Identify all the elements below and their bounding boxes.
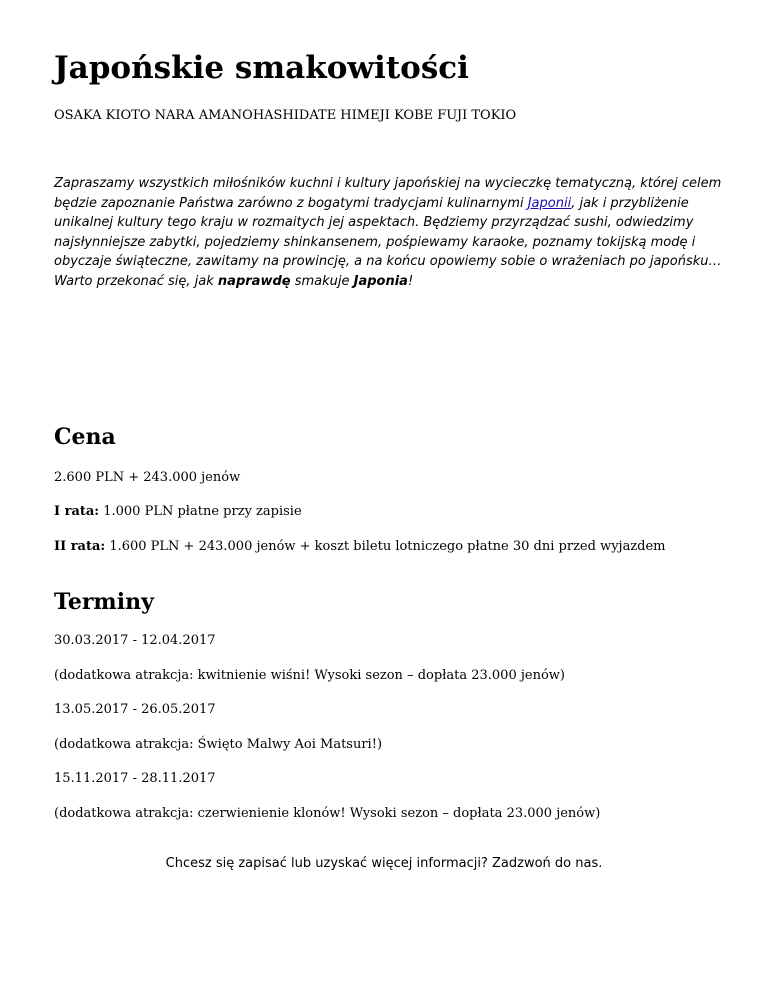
rate-2-text: 1.600 PLN + 243.000 jenów + koszt biletu lotniczego płatne 30 dni przed wyjazdem bbox=[105, 539, 666, 554]
price-rate-1 bbox=[54, 503, 302, 521]
intro-closing-middle: smakuje bbox=[290, 273, 354, 289]
term-dates: 30.03.2017 - 12.04.2017 bbox=[54, 633, 216, 648]
intro-closing-start: Warto przekonać się, jak bbox=[54, 273, 218, 289]
rate-2-label: II rata: bbox=[54, 539, 106, 554]
price-rate-2 bbox=[54, 538, 666, 556]
intro-closing-bold-japan: Japonia bbox=[353, 273, 408, 289]
intro-closing-end: ! bbox=[407, 273, 414, 289]
rate-1-label: I rata: bbox=[54, 504, 100, 519]
term-dates: 15.11.2017 - 28.11.2017 bbox=[54, 771, 216, 786]
price-heading: Cena bbox=[54, 424, 116, 450]
price-total: 2.600 PLN + 243.000 jenów bbox=[54, 470, 241, 485]
term-note: (dodatkowa atrakcja: kwitnienie wiśni! Wysoki sezon – dopłata 23.000 jenów) bbox=[54, 668, 565, 683]
term-note: (dodatkowa atrakcja: Święto Malwy Aoi Matsuri!) bbox=[54, 737, 383, 752]
page-title: Japońskie smakowitości bbox=[54, 50, 469, 86]
term-dates: 13.05.2017 - 26.05.2017 bbox=[54, 702, 216, 717]
intro-closing-bold-really: naprawdę bbox=[217, 273, 291, 289]
contact-line: Chcesz się zapisać lub uzyskać więcej informacji? Zadzwoń do nas. bbox=[165, 856, 603, 871]
intro-text-before-link: Zapraszamy wszystkich miłośników kuchni i kultury japońskiej na wycieczkę tematyczną, której celem będzie zapoznanie Państwa zarówno z bogatymi tradycjami kulinarnymi bbox=[54, 176, 722, 211]
intro-paragraph bbox=[54, 174, 734, 291]
intro-text-after-link: , jak i przybliżenie unikalnej kultury tego kraju w rozmaitych jej aspektach. Będziemy przyrządzać sushi, odwiedzimy najsłynniejsze zabytki, pojedziemy shinkansenem, pośpiewamy karaoke, poznamy tokijską modę i obyczaje świąteczne, zawitamy na prowincję, a na końcu opowiemy sobie o wrażeniach po japońsku… bbox=[54, 195, 722, 269]
japan-link[interactable]: Japonii bbox=[527, 195, 572, 211]
term-note: (dodatkowa atrakcja: czerwienienie klonów! Wysoki sezon – dopłata 23.000 jenów) bbox=[54, 806, 601, 821]
rate-1-text: 1.000 PLN płatne przy zapisie bbox=[99, 504, 302, 519]
cities-list: OSAKA KIOTO NARA AMANOHASHIDATE HIMEJI KOBE FUJI TOKIO bbox=[54, 108, 517, 123]
terms-heading: Terminy bbox=[54, 589, 154, 615]
